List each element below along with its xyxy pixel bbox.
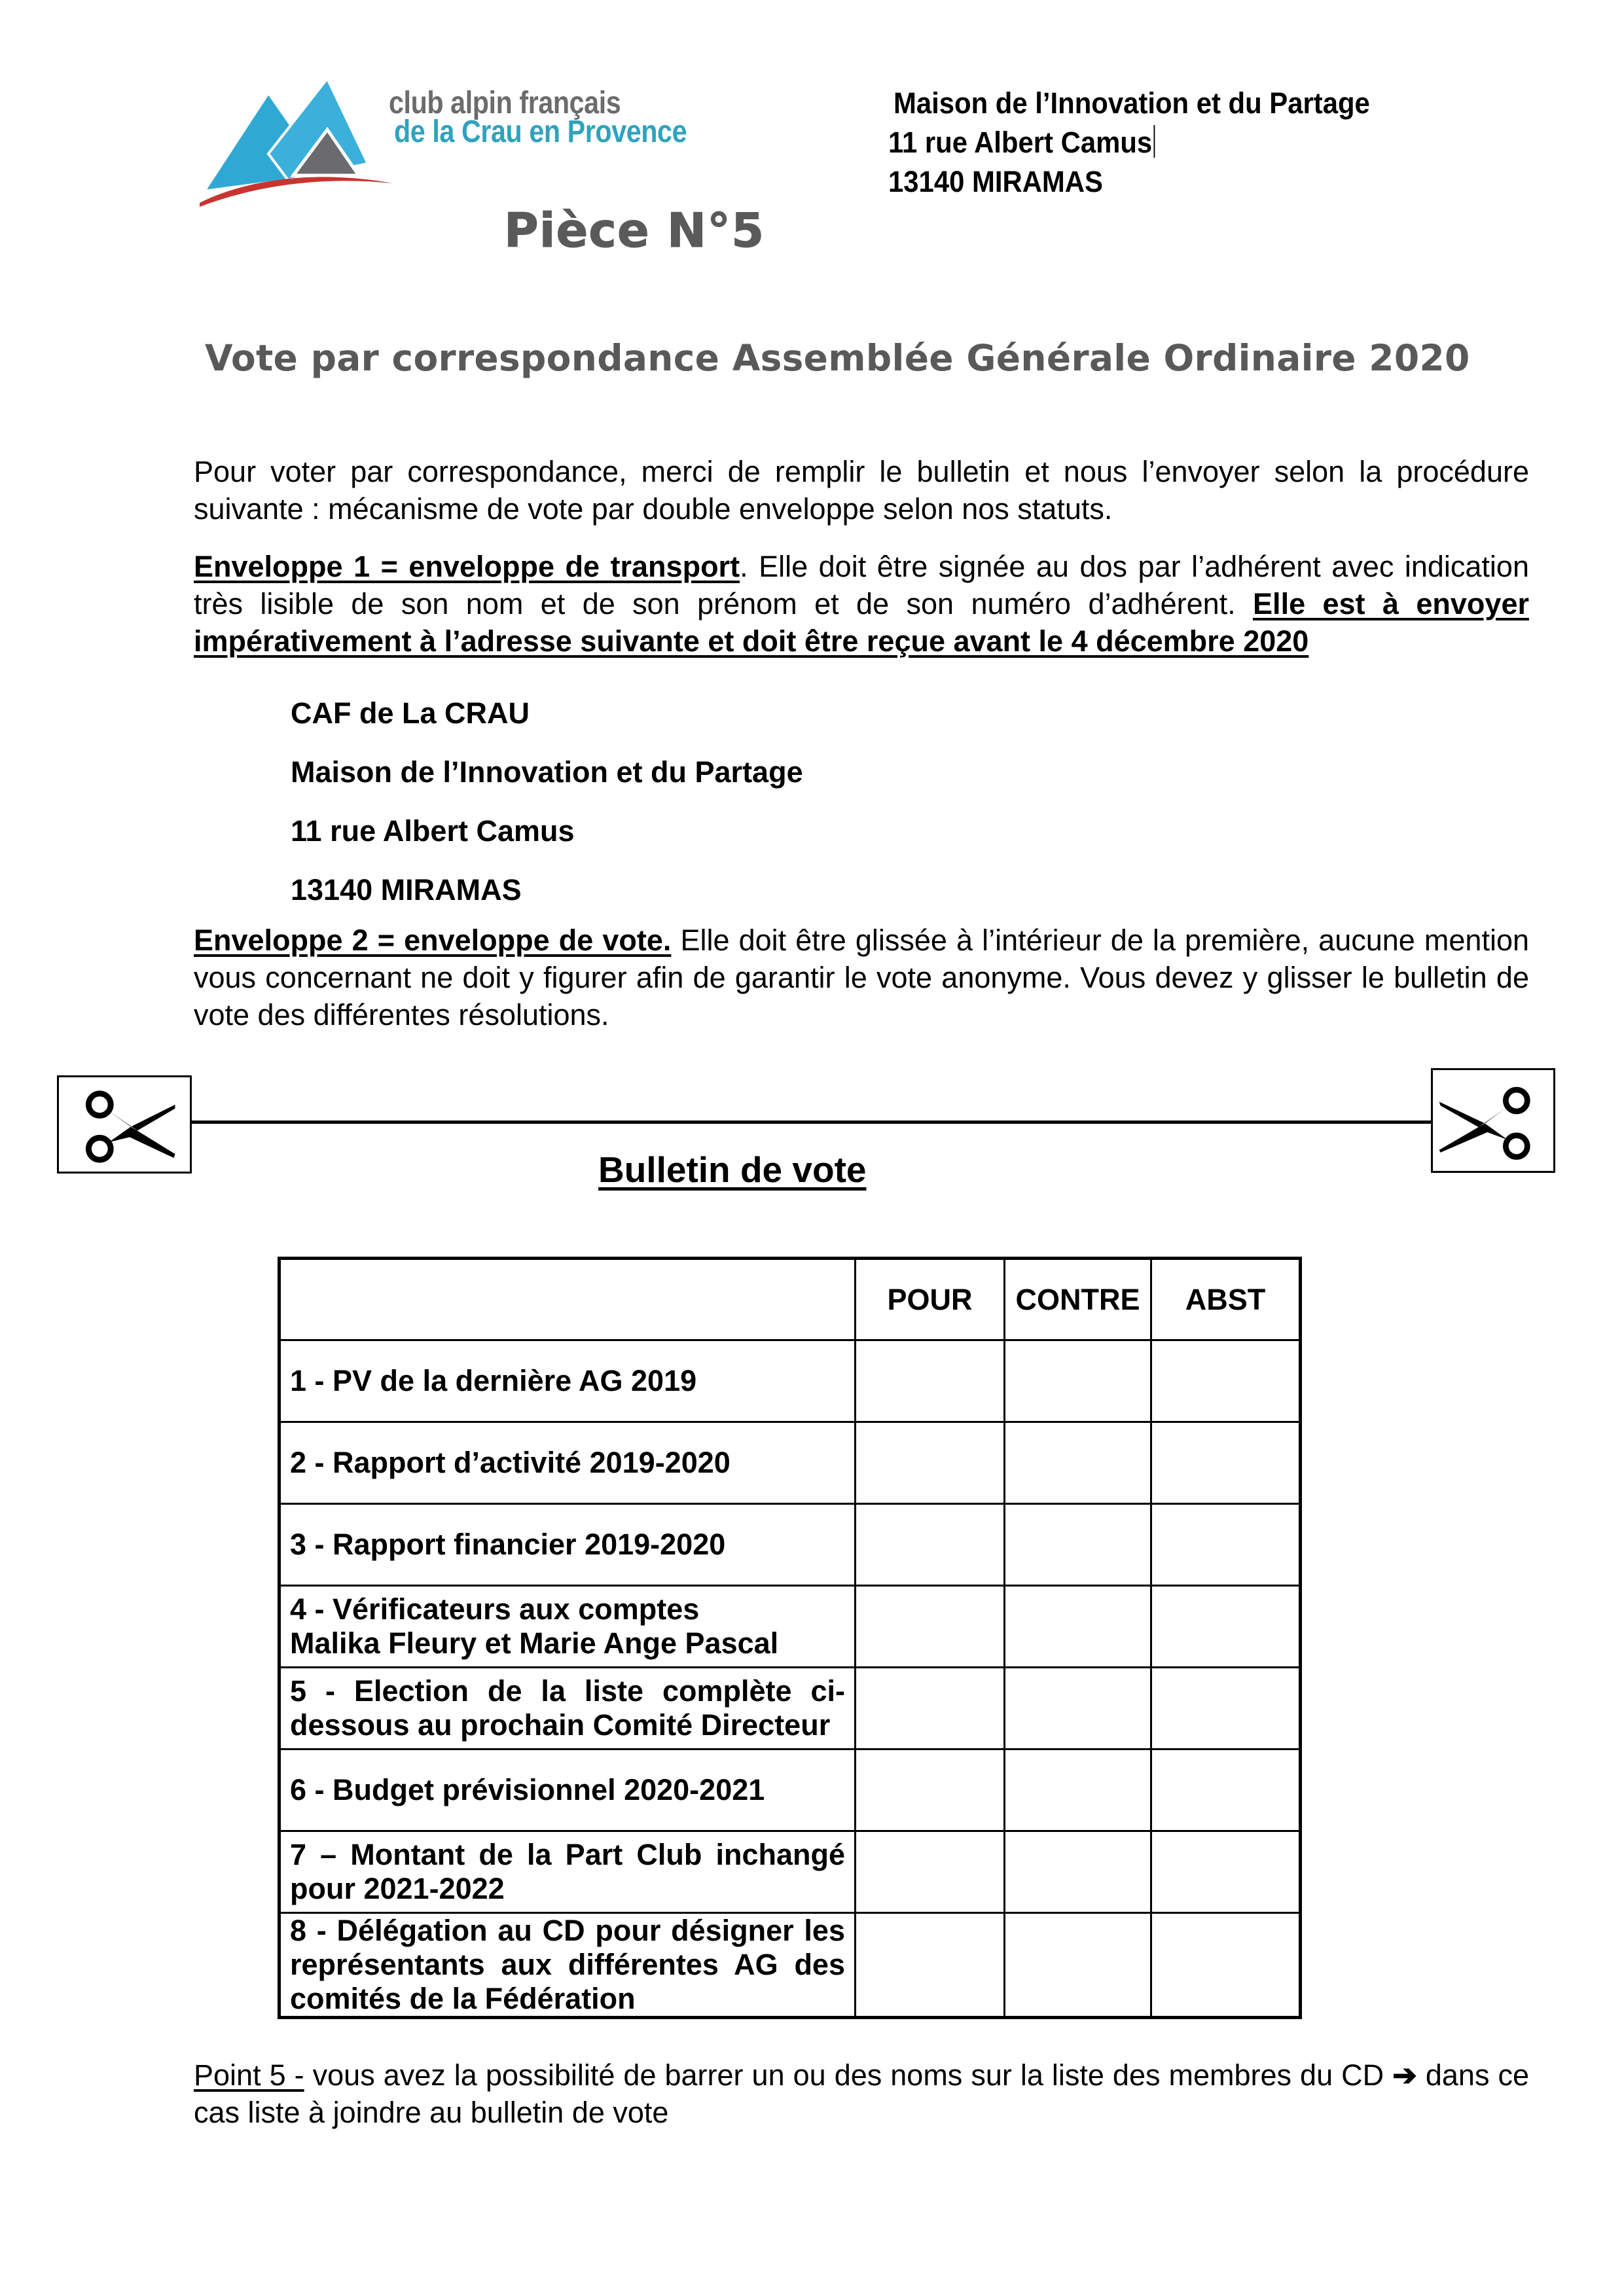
mailing-address-line: 11 rue Albert Camus: [291, 814, 575, 848]
vote-contre-checkbox[interactable]: [1005, 1913, 1151, 2018]
point5-heading: Point 5 -: [194, 2058, 304, 2092]
vote-abst-checkbox[interactable]: [1151, 1340, 1301, 1422]
resolution-label-line: Malika Fleury et Marie Ange Pascal: [290, 1626, 779, 1660]
ballot-header-resolution: [280, 1259, 856, 1340]
vote-pour-checkbox[interactable]: [856, 1586, 1005, 1668]
point5-text: vous avez la possibilité de barrer un ou des noms sur la liste des membres du CD: [304, 2058, 1393, 2092]
vote-contre-checkbox[interactable]: [1005, 1422, 1151, 1504]
table-row: [280, 1422, 1301, 1504]
header-address-line: [888, 123, 1369, 162]
table-row: [280, 1668, 1301, 1749]
ballot-table: [278, 1257, 1302, 2019]
vote-pour-checkbox[interactable]: [856, 1340, 1005, 1422]
vote-contre-checkbox[interactable]: [1005, 1504, 1151, 1586]
ballot-header-contre: CONTRE: [1005, 1259, 1151, 1340]
mailing-address: [291, 684, 803, 920]
envelope1-paragraph: [194, 548, 1529, 660]
scissors-box-left: [57, 1075, 192, 1174]
vote-contre-checkbox[interactable]: [1005, 1749, 1151, 1831]
intro-paragraph: Pour voter par correspondance, merci de remplir le bulletin et nous l’envoyer selon la procédure suivante : mécanisme de vote par double enveloppe selon nos statuts.: [194, 455, 1529, 526]
vote-pour-checkbox[interactable]: [856, 1422, 1005, 1504]
vote-contre-checkbox[interactable]: [1005, 1340, 1151, 1422]
table-row: [280, 1504, 1301, 1586]
cut-line: [192, 1121, 1431, 1124]
scissors-icon: [59, 1077, 190, 1172]
resolution-label-line: 4 - Vérificateurs aux comptes: [290, 1592, 700, 1626]
resolution-label: 1 - PV de la dernière AG 2019: [280, 1340, 856, 1422]
vote-abst-checkbox[interactable]: [1151, 1504, 1301, 1586]
mountain-logo-icon: [196, 72, 393, 213]
ballot-header-pour: POUR: [856, 1259, 1005, 1340]
vote-contre-checkbox[interactable]: [1005, 1586, 1151, 1668]
page-title: Vote par correspondance Assemblée Générale Ordinaire 2020: [205, 337, 1470, 379]
vote-pour-checkbox[interactable]: [856, 1831, 1005, 1913]
vote-pour-checkbox[interactable]: [856, 1668, 1005, 1749]
resolution-label: 6 - Budget prévisionnel 2020-2021: [280, 1749, 856, 1831]
vote-abst-checkbox[interactable]: [1151, 1668, 1301, 1749]
vote-abst-checkbox[interactable]: [1151, 1422, 1301, 1504]
ballot-title: Bulletin de vote: [598, 1149, 867, 1190]
ballot-header-abst: ABST: [1151, 1259, 1301, 1340]
vote-abst-checkbox[interactable]: [1151, 1749, 1301, 1831]
point5-note: [194, 2056, 1529, 2131]
table-row: [280, 1831, 1301, 1913]
envelope2-text: Elle doit être glissée à l’intérieur de la première, aucune mention vous concernant ne doit y figurer afin de garantir le vote anonyme. Vous devez y glisser le bulletin de vote des différentes résolutions.: [194, 924, 1529, 1031]
table-row: [280, 1749, 1301, 1831]
resolution-label: 3 - Rapport financier 2019-2020: [280, 1504, 856, 1586]
table-row: [280, 1913, 1301, 2018]
vote-contre-checkbox[interactable]: [1005, 1831, 1151, 1913]
envelope2-paragraph: [194, 922, 1529, 1033]
header-address-line: Maison de l’Innovation et du Partage: [893, 86, 1370, 120]
piece-number: Pièce N°5: [504, 203, 765, 258]
header-address: [888, 84, 1406, 202]
envelope1-emphasis: Elle est à envoyer impérativement à l’adresse suivante et doit être reçue avant le 4 décembre 2020: [194, 587, 1529, 658]
vote-abst-checkbox[interactable]: [1151, 1913, 1301, 2018]
text-cursor: [1153, 125, 1155, 158]
point5-text-end: dans ce cas liste à joindre au bulletin de vote: [194, 2058, 1529, 2129]
mailing-address-line: CAF de La CRAU: [291, 696, 530, 730]
logo-text-club: club alpin français: [389, 86, 621, 120]
mailing-address-line: 13140 MIRAMAS: [291, 873, 522, 906]
mailing-address-line: Maison de l’Innovation et du Partage: [291, 755, 803, 789]
resolution-label: 7 – Montant de la Part Club inchangé pour 2021-2022: [280, 1831, 856, 1913]
envelope1-text: . Elle doit être signée au dos par l’adhérent avec indication très lisible de son nom et de son prénom et de son numéro d’adhérent.: [194, 550, 1529, 620]
table-row: [280, 1586, 1301, 1668]
ballot-header-row: [280, 1259, 1301, 1340]
vote-abst-checkbox[interactable]: [1151, 1586, 1301, 1668]
vote-pour-checkbox[interactable]: [856, 1749, 1005, 1831]
logo-text-location: de la Crau en Provence: [394, 115, 687, 149]
arrow-right-icon: ➔: [1392, 2058, 1417, 2092]
resolution-label: [280, 1586, 856, 1668]
club-logo: [196, 72, 694, 213]
vote-pour-checkbox[interactable]: [856, 1504, 1005, 1586]
resolution-label: 2 - Rapport d’activité 2019-2020: [280, 1422, 856, 1504]
vote-pour-checkbox[interactable]: [856, 1913, 1005, 2018]
table-row: [280, 1340, 1301, 1422]
vote-abst-checkbox[interactable]: [1151, 1831, 1301, 1913]
envelope1-heading: Enveloppe 1 = enveloppe de transport: [194, 550, 740, 583]
envelope2-heading: Enveloppe 2 = enveloppe de vote.: [194, 924, 672, 957]
vote-contre-checkbox[interactable]: [1005, 1668, 1151, 1749]
scissors-box-right: [1431, 1068, 1555, 1173]
resolution-label: 8 - Délégation au CD pour désigner les représentants aux différentes AG des comités de la Fédération: [280, 1913, 856, 2018]
header-address-line: 13140 MIRAMAS: [888, 165, 1103, 198]
resolution-label: 5 - Election de la liste complète ci-dessous au prochain Comité Directeur: [280, 1668, 856, 1749]
header-address-street: 11 rue Albert Camus: [888, 126, 1153, 159]
scissors-icon: [1433, 1070, 1553, 1171]
